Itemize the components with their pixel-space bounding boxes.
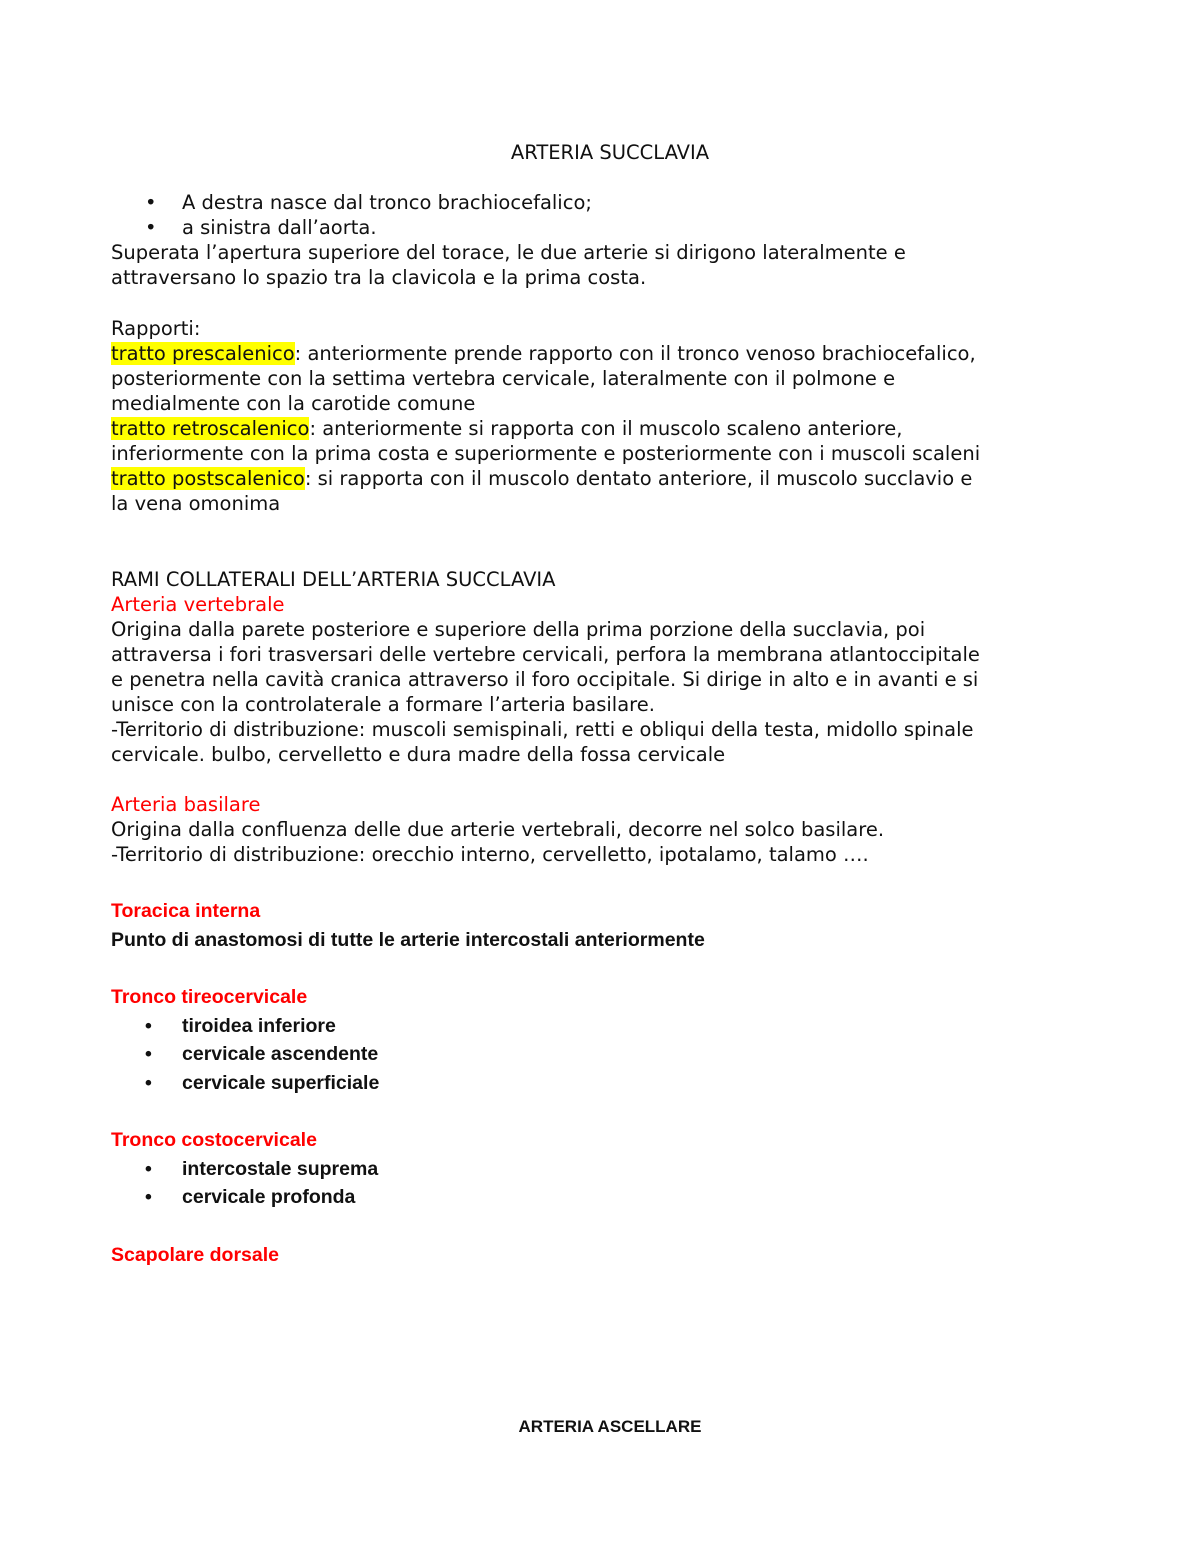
paragraph-line: attraversa i fori trasversari delle vertebre cervicali, perfora la membrana atlantoccipitale	[111, 643, 980, 666]
section-title-arteria-succlavia: ARTERIA SUCCLAVIA	[510, 141, 710, 164]
paragraph-line: cervicale. bulbo, cervelletto e dura madre della fossa cervicale	[111, 743, 726, 766]
heading-toracica-interna: Toracica interna	[111, 900, 261, 922]
bullet-icon: •	[145, 191, 157, 214]
bullet-icon: •	[145, 1015, 152, 1037]
prescalenico-text: : anteriormente prende rapporto con il tronco venoso brachiocefalico,	[294, 342, 976, 365]
bullet-icon: •	[145, 216, 157, 239]
intro-line: attraversano lo spazio tra la clavicola e la prima costa.	[111, 266, 647, 289]
heading-arteria-vertebrale: Arteria vertebrale	[111, 593, 285, 616]
paragraph-line: e penetra nella cavità cranica attraverso il foro occipitale. Si dirige in alto e in avanti e si	[111, 668, 979, 691]
intro-line: Superata l’apertura superiore del torace, le due arterie si dirigono lateralmente e	[111, 241, 906, 264]
bullet-text: A destra nasce dal tronco brachiocefalico;	[182, 191, 592, 214]
highlight-prescalenico: tratto prescalenico	[111, 342, 295, 365]
bullet-icon: •	[145, 1186, 152, 1208]
paragraph-line: unisce con la controlaterale a formare l’arteria basilare.	[111, 693, 655, 716]
paragraph-line: -Territorio di distribuzione: muscoli semispinali, retti e obliqui della testa, midollo spinale	[111, 718, 974, 741]
bullet-icon: •	[145, 1158, 152, 1180]
bullet-icon: •	[145, 1072, 152, 1094]
heading-arteria-basilare: Arteria basilare	[111, 793, 261, 816]
postscalenico-line: la vena omonima	[111, 492, 281, 515]
section-title-rami-collaterali: RAMI COLLATERALI DELL’ARTERIA SUCCLAVIA	[111, 568, 556, 591]
prescalenico-line	[111, 341, 976, 366]
postscalenico-text: : si rapporta con il muscolo dentato anteriore, il muscolo succlavio e	[304, 467, 973, 490]
heading-scapolare-dorsale: Scapolare dorsale	[111, 1244, 279, 1266]
toracica-text: Punto di anastomosi di tutte le arterie intercostali anteriormente	[111, 929, 705, 951]
postscalenico-line	[111, 466, 972, 491]
retroscalenico-line	[111, 416, 902, 441]
paragraph-line: Origina dalla confluenza delle due arterie vertebrali, decorre nel solco basilare.	[111, 818, 885, 841]
list-item-text: intercostale suprema	[182, 1158, 379, 1180]
heading-tronco-tireocervicale: Tronco tireocervicale	[111, 986, 308, 1008]
highlight-retroscalenico: tratto retroscalenico	[111, 417, 310, 440]
list-item-text: cervicale ascendente	[182, 1043, 379, 1065]
paragraph-line: -Territorio di distribuzione: orecchio interno, cervelletto, ipotalamo, talamo ….	[111, 843, 869, 866]
highlight-postscalenico: tratto postscalenico	[111, 467, 305, 490]
bullet-text: a sinistra dall’aorta.	[182, 216, 377, 239]
list-item-text: cervicale superficiale	[182, 1072, 380, 1094]
heading-tronco-costocervicale: Tronco costocervicale	[111, 1129, 317, 1151]
prescalenico-line: medialmente con la carotide comune	[111, 392, 476, 415]
bullet-icon: •	[145, 1043, 152, 1065]
section-title-arteria-ascellare: ARTERIA ASCELLARE	[518, 1417, 702, 1436]
retroscalenico-line: inferiormente con la prima costa e superiormente e posteriormente con i muscoli scaleni	[111, 442, 981, 465]
retroscalenico-text: : anteriormente si rapporta con il muscolo scaleno anteriore,	[309, 417, 903, 440]
prescalenico-line: posteriormente con la settima vertebra cervicale, lateralmente con il polmone e	[111, 367, 896, 390]
rapporti-label: Rapporti:	[111, 317, 201, 340]
list-item-text: tiroidea inferiore	[182, 1015, 336, 1037]
paragraph-line: Origina dalla parete posteriore e superiore della prima porzione della succlavia, poi	[111, 618, 926, 641]
list-item-text: cervicale profonda	[182, 1186, 356, 1208]
